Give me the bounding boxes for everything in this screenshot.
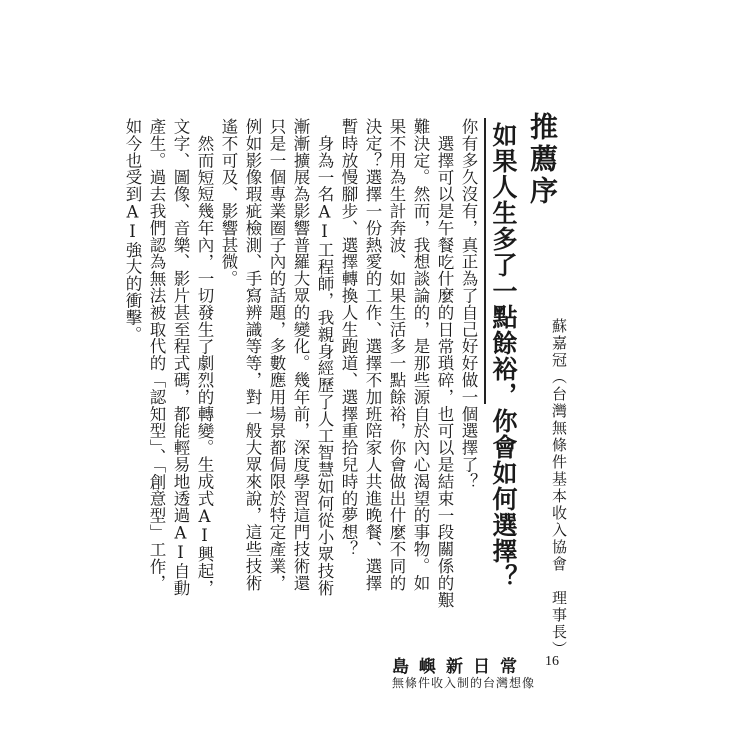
article-title: 如果人生多了一點餘裕，你會如何選擇？: [489, 122, 518, 590]
section-heading: 推薦序: [526, 112, 559, 208]
footer-book-title: 島嶼新日常: [392, 657, 527, 677]
body-paragraph-2: 選擇可以是午餐吃什麼的日常瑣碎，也可以是結束一段關係的艱難決定。然而，我想談論的，是那些源自於內心渴望的事物。如果不用為生計奔波、如果生活多一點餘裕，你會做出什麼不同的決定？選擇一份熱愛的工作、選擇不加班陪家人共進晚餐、選擇暫時放慢腳步、選擇轉換人生跑道、選擇重拾兒時的夢想？: [339, 118, 454, 608]
body-text: [123, 118, 480, 608]
author-line: 蘇嘉冠（台灣無條件基本收入協會 理事長）: [550, 318, 568, 658]
footer-subtitle: 無條件收入制的台灣想像: [392, 676, 536, 690]
body-paragraph-3: 身為一名AI工程師，我親身經歷了人工智慧如何從小眾技術漸漸擴展為影響普羅大眾的變化。幾年前，深度學習這門技術還只是一個專業圈子內的話題，多數應用場景都侷限於特定產業，例如影像瑕疵檢測、手寫辨識等等，對一般大眾來說，這些技術遙不可及、影響甚微。: [219, 118, 334, 596]
body-paragraph-4: 然而短短幾年內，一切發生了劇烈的轉變。生成式AI興起，文字、圖像、音樂、影片甚至程式碼，都能輕易地透過AI自動產生。過去我們認為無法被取代的「認知型」、「創意型」工作，如今也受到AI強大的衝擊。: [123, 118, 214, 597]
body-paragraph-1: 你有多久沒有，真正為了自己好好做一個選擇了？: [459, 118, 478, 490]
title-rule: [484, 118, 486, 404]
page-number: 16: [545, 654, 559, 669]
